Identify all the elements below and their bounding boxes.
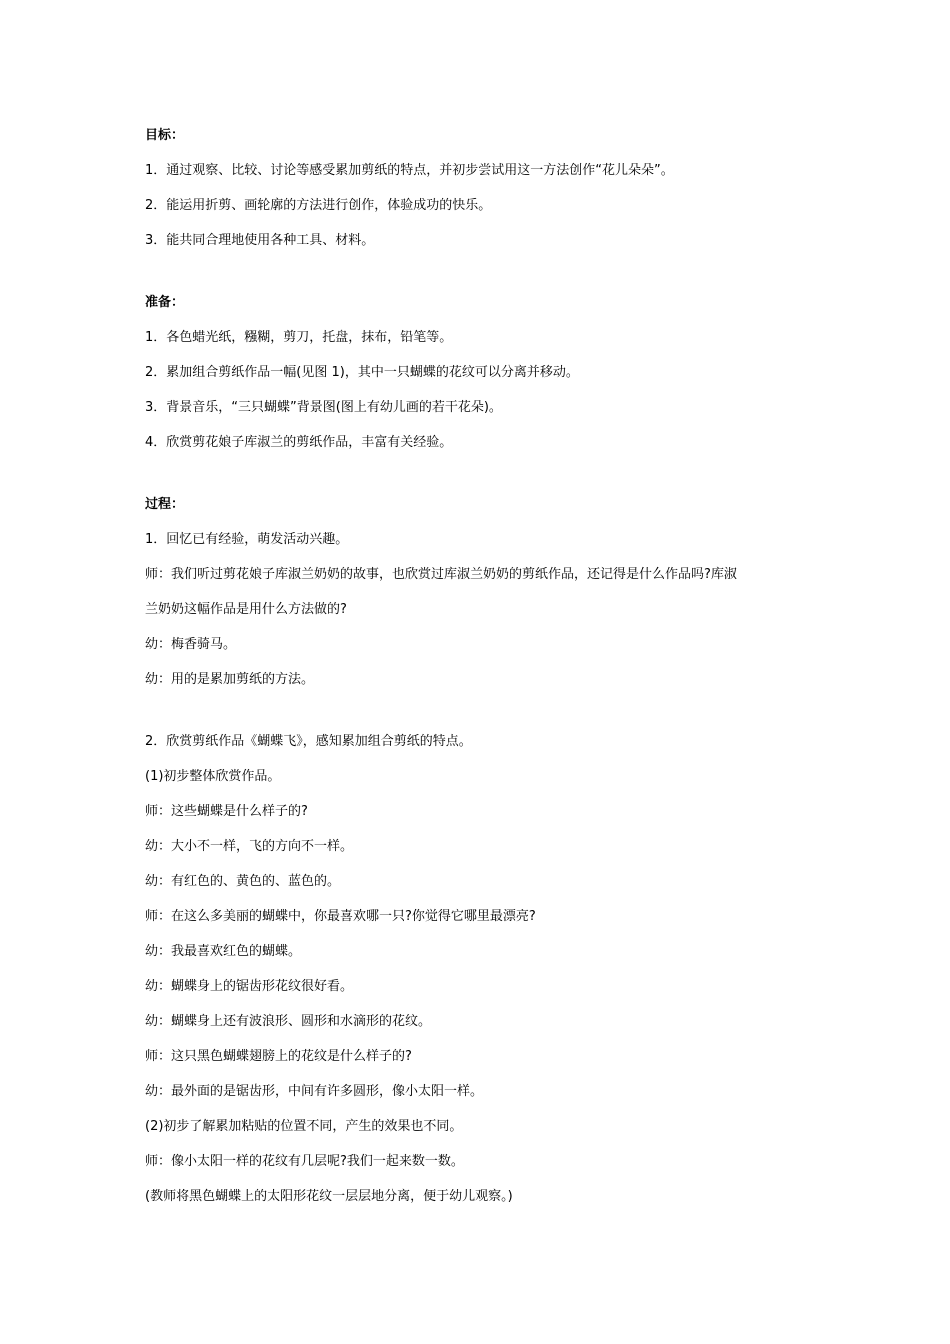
- section-heading: 过程：: [145, 497, 185, 512]
- paragraph: 幼：梅香骑马。: [145, 637, 237, 652]
- paragraph: 2．累加组合剪纸作品一幅(见图 1)，其中一只蝴蝶的花纹可以分离并移动。: [145, 365, 579, 380]
- paragraph: 师：这些蝴蝶是什么样子的?: [145, 804, 308, 819]
- paragraph: 幼：大小不一样，飞的方向不一样。: [145, 839, 354, 854]
- paragraph: 师：这只黑色蝴蝶翅膀上的花纹是什么样子的?: [145, 1049, 412, 1064]
- paragraph: 2．能运用折剪、画轮廓的方法进行创作，体验成功的快乐。: [145, 198, 492, 213]
- paragraph: 幼：蝴蝶身上的锯齿形花纹很好看。: [145, 979, 354, 994]
- section-heading: 准备：: [145, 295, 185, 310]
- paragraph: 4．欣赏剪花娘子库淑兰的剪纸作品，丰富有关经验。: [145, 435, 453, 450]
- paragraph: 幼：我最喜欢红色的蝴蝶。: [145, 944, 302, 959]
- paragraph: 1．回忆已有经验，萌发活动兴趣。: [145, 532, 349, 547]
- section-preparation: [145, 285, 825, 460]
- section-heading: 目标：: [145, 128, 185, 143]
- paragraph: 师：像小太阳一样的花纹有几层呢?我们一起来数一数。: [145, 1154, 464, 1169]
- paragraph: 师：我们听过剪花娘子库淑兰奶奶的故事，也欣赏过库淑兰奶奶的剪纸作品，还记得是什么作品吗?库淑: [145, 567, 737, 582]
- paragraph: 兰奶奶这幅作品是用什么方法做的?: [145, 602, 347, 617]
- paragraph: 2．欣赏剪纸作品《蝴蝶飞》，感知累加组合剪纸的特点。: [145, 734, 472, 749]
- paragraph: 1．通过观察、比较、讨论等感受累加剪纸的特点，并初步尝试用这一方法创作“花儿朵朵”。: [145, 163, 674, 178]
- document-body: [145, 118, 825, 1214]
- paragraph: (2)初步了解累加粘贴的位置不同，产生的效果也不同。: [145, 1119, 463, 1134]
- paragraph: 幼：用的是累加剪纸的方法。: [145, 672, 315, 687]
- paragraph: 幼：有红色的、黄色的、蓝色的。: [145, 874, 341, 889]
- paragraph: 师：在这么多美丽的蝴蝶中，你最喜欢哪一只?你觉得它哪里最漂亮?: [145, 909, 536, 924]
- section-appreciation: [145, 724, 825, 1214]
- paragraph: 3．能共同合理地使用各种工具、材料。: [145, 233, 375, 248]
- paragraph: 幼：最外面的是锯齿形，中间有许多圆形，像小太阳一样。: [145, 1084, 484, 1099]
- section-goals: [145, 118, 825, 258]
- section-process: [145, 487, 825, 697]
- paragraph: 幼：蝴蝶身上还有波浪形、圆形和水滴形的花纹。: [145, 1014, 432, 1029]
- paragraph: 3．背景音乐，“三只蝴蝶”背景图(图上有幼儿画的若干花朵)。: [145, 400, 502, 415]
- paragraph: (1)初步整体欣赏作品。: [145, 769, 281, 784]
- paragraph: 1．各色蜡光纸，糨糊，剪刀，托盘，抹布，铅笔等。: [145, 330, 453, 345]
- paragraph: (教师将黑色蝴蝶上的太阳形花纹一层层地分离，便于幼儿观察。): [145, 1189, 513, 1204]
